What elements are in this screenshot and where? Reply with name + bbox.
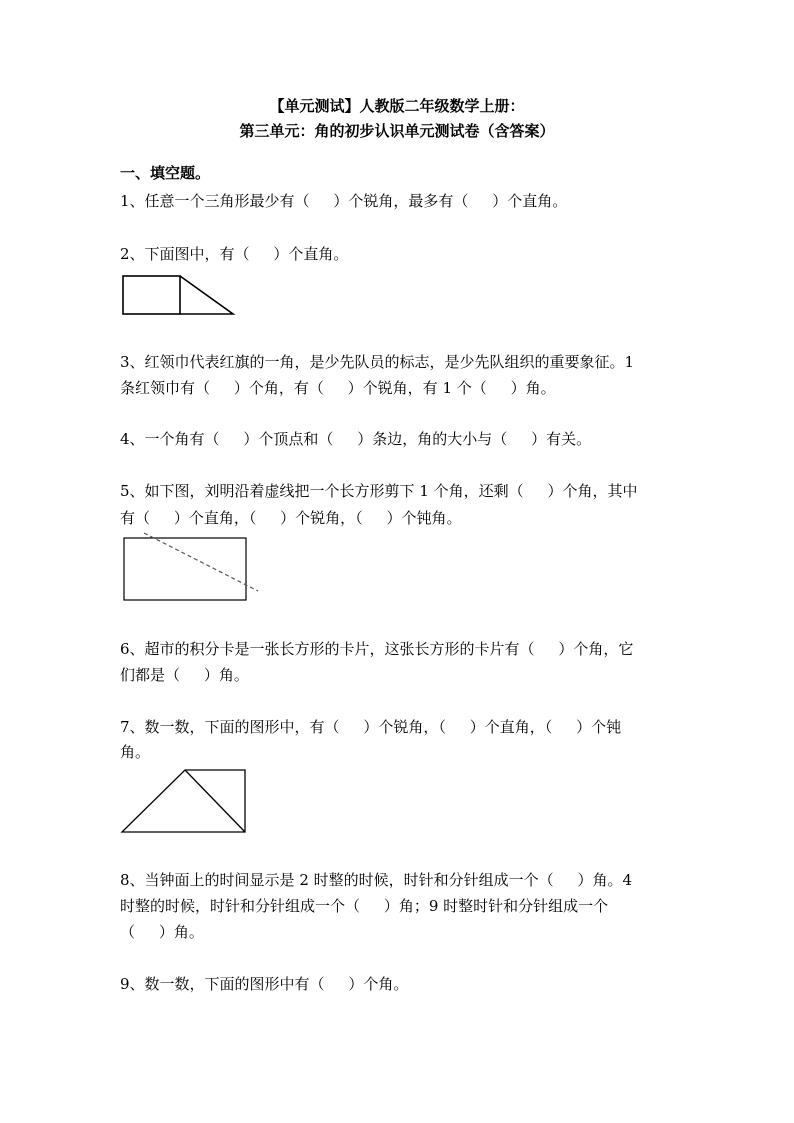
question-9: 9、数一数，下面的图形中有（ ）个角。 bbox=[120, 975, 409, 993]
question-7-line-2: 角。 bbox=[120, 743, 151, 761]
q7-outer-shape bbox=[122, 770, 245, 832]
q5-figure-rectangle-dashed-cut bbox=[118, 530, 263, 606]
title-line-1: 【单元测试】人教版二年级数学上册： bbox=[269, 97, 525, 115]
question-6-line-2: 们都是（ ）角。 bbox=[120, 666, 249, 684]
question-5-line-1: 5、如下图，刘明沿着虚线把一个长方形剪下 1 个角，还剩（ ）个角，其中 bbox=[120, 482, 638, 500]
question-4: 4、一个角有（ ）个顶点和（ ）条边，角的大小与（ ）有关。 bbox=[120, 430, 592, 448]
q7-figure-triangle-shapes bbox=[118, 766, 250, 836]
title-line-2: 第三单元：角的初步认识单元测试卷（含答案） bbox=[239, 122, 555, 140]
q2-square bbox=[123, 276, 180, 314]
q2-figure-rectangle-with-triangle bbox=[118, 272, 240, 318]
question-3-line-2: 条红领巾有（ ）个角，有（ ）个锐角，有 1 个（ ）角。 bbox=[120, 379, 556, 397]
question-2: 2、下面图中，有（ ）个直角。 bbox=[120, 245, 349, 263]
question-5-line-2: 有（ ）个直角，（ ）个锐角，（ ）个钝角。 bbox=[120, 509, 462, 527]
question-8-line-1: 8、当钟面上的时间显示是 2 时整的时候，时针和分针组成一个（ ）角。4 bbox=[120, 871, 633, 889]
question-7-line-1: 7、数一数，下面的图形中，有（ ）个锐角，（ ）个直角，（ ）个钝 bbox=[120, 718, 622, 736]
question-1: 1、任意一个三角形最少有（ ）个锐角，最多有（ ）个直角。 bbox=[120, 192, 568, 210]
q5-rectangle bbox=[124, 538, 246, 600]
section-heading: 一、填空题。 bbox=[120, 164, 211, 182]
q5-dashed-cut-line bbox=[144, 533, 258, 591]
question-6-line-1: 6、超市的积分卡是一张长方形的卡片，这张长方形的卡片有（ ）个角，它 bbox=[120, 640, 634, 658]
question-8-line-2: 时整的时候，时针和分针组成一个（ ）角；9 时整时针和分针组成一个 bbox=[120, 897, 609, 915]
q2-triangle bbox=[180, 276, 233, 314]
question-3-line-1: 3、红领巾代表红旗的一角，是少先队员的标志，是少先队组织的重要象征。1 bbox=[120, 353, 635, 371]
q7-inner-diagonal bbox=[185, 770, 245, 832]
question-8-line-3: （ ）角。 bbox=[120, 923, 204, 941]
